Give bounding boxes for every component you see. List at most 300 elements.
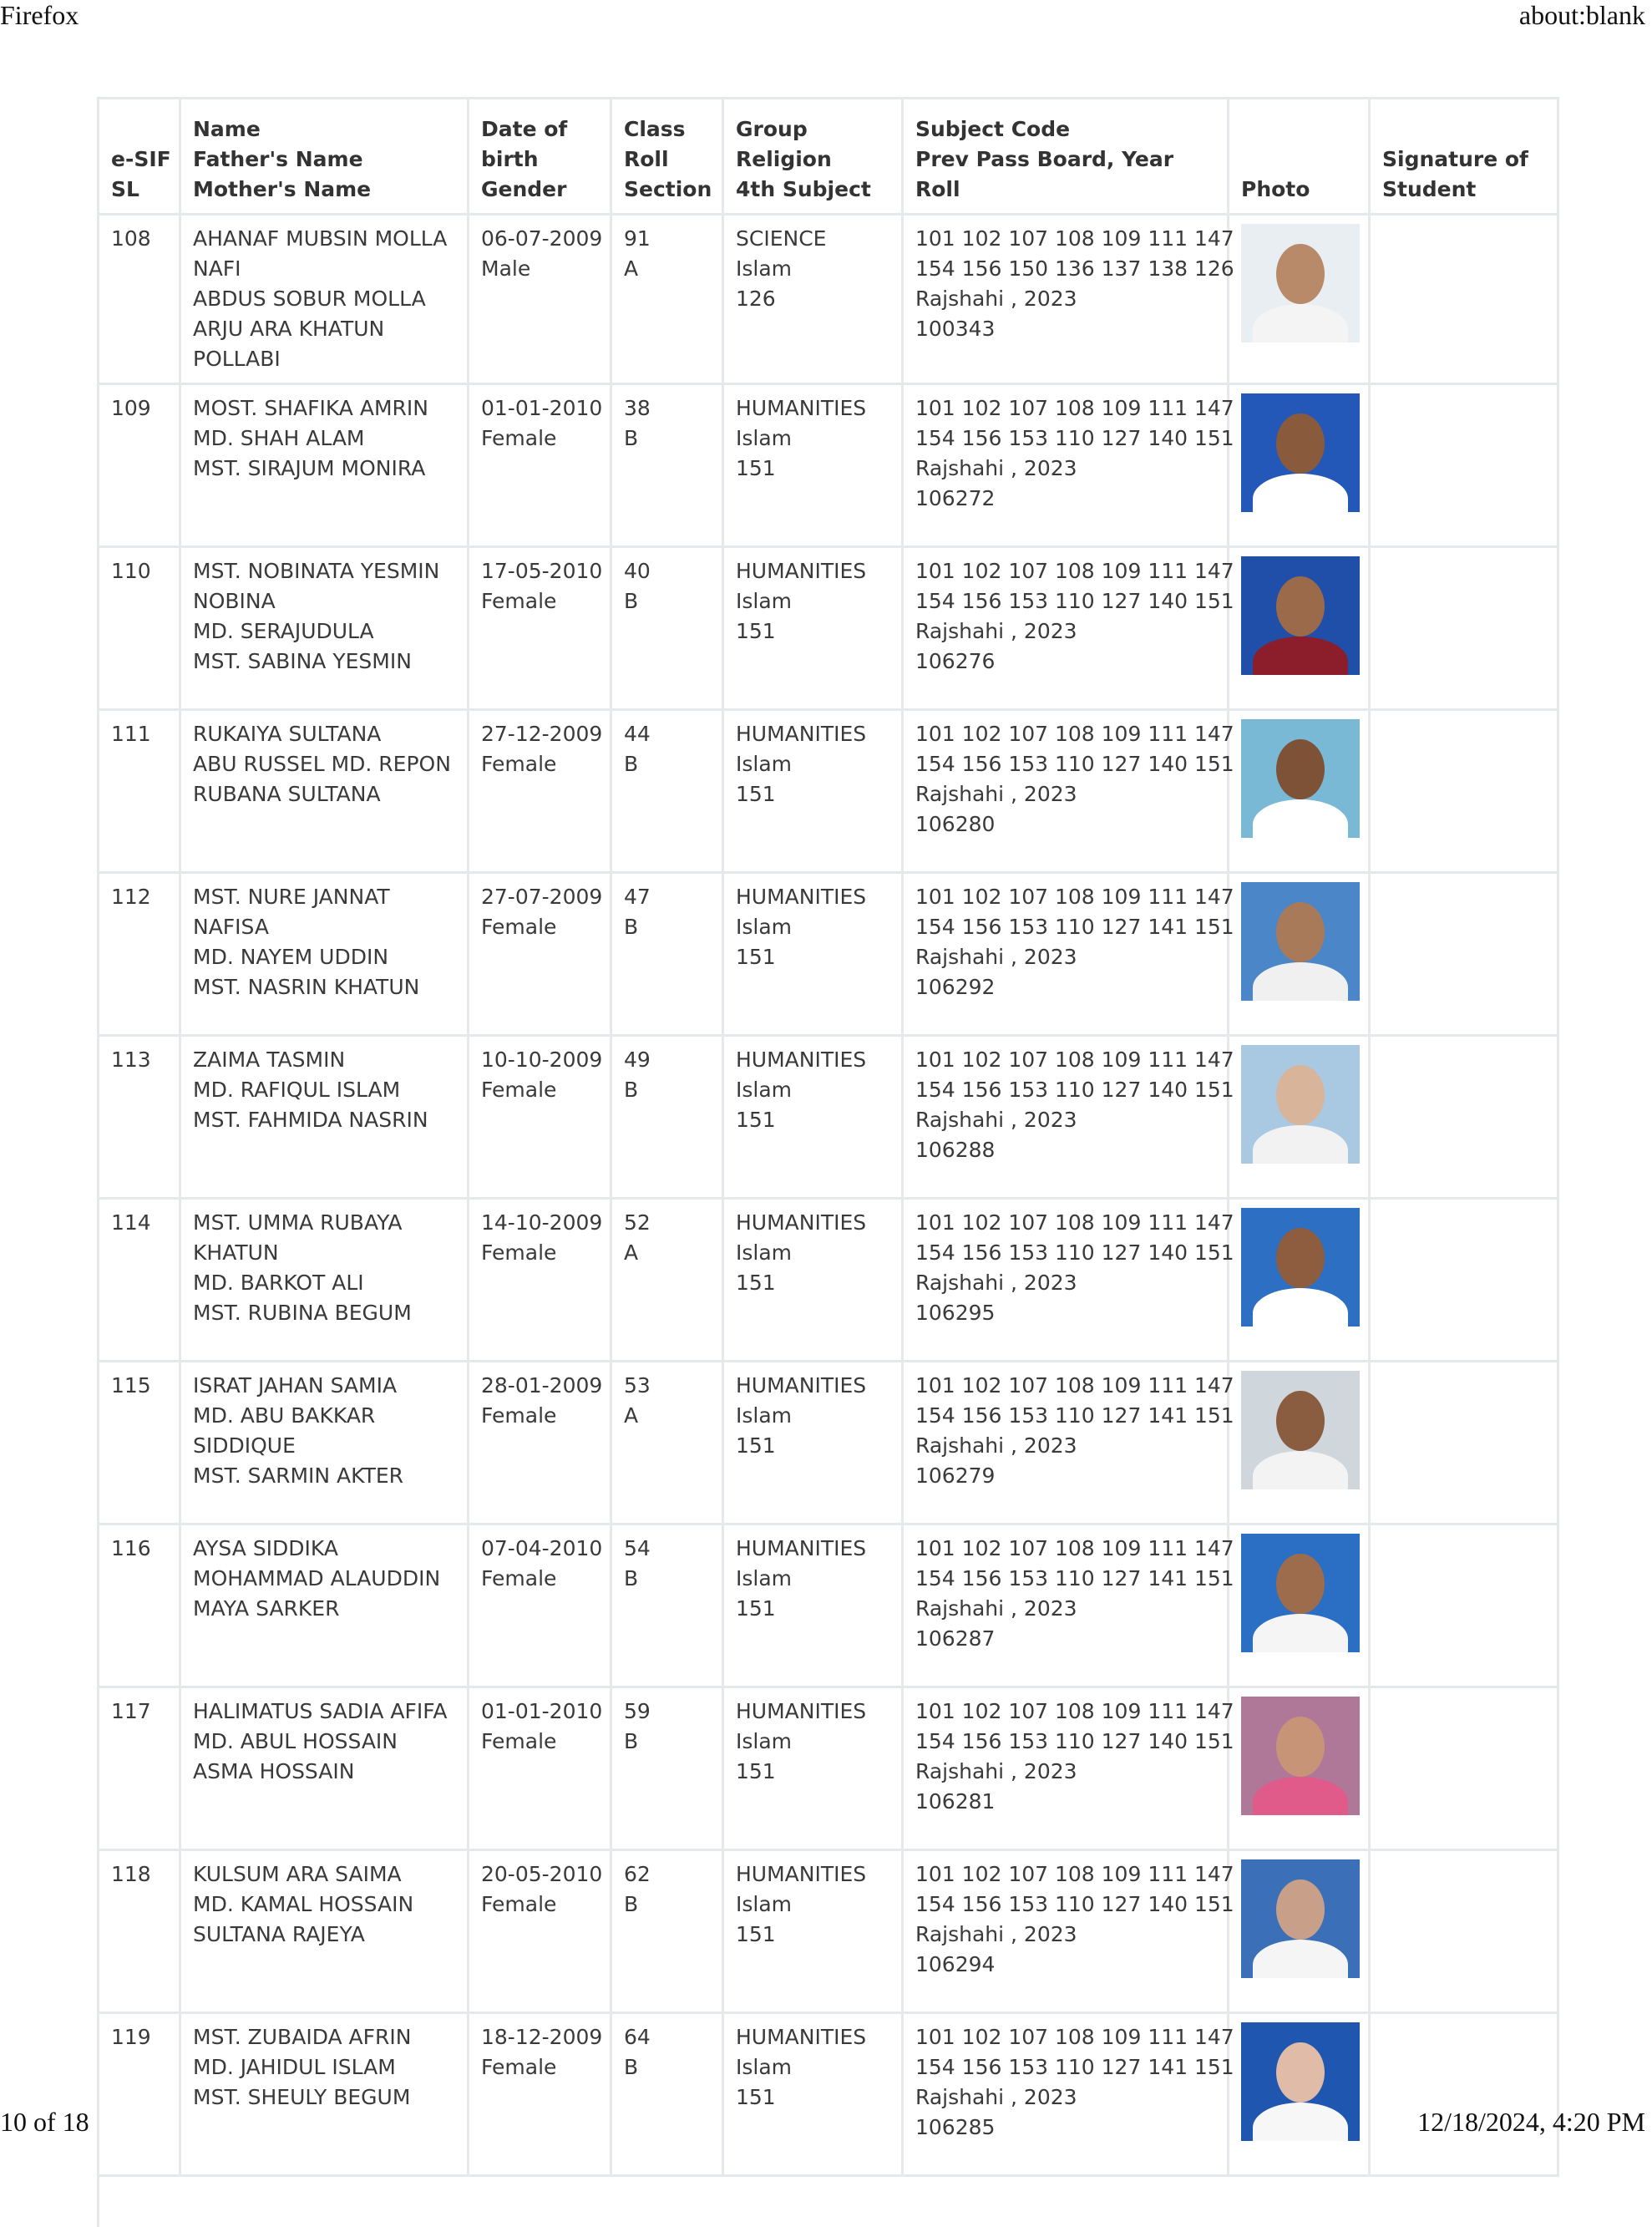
religion: Islam (736, 1564, 889, 1594)
section: B (624, 1075, 710, 1105)
religion: Islam (736, 1238, 889, 1268)
cell-photo (1229, 384, 1370, 547)
cell-names (180, 710, 469, 873)
cell-subject (903, 215, 1229, 384)
cell-names (180, 1199, 469, 1362)
subject-codes-line-1: 101 102 107 108 109 111 147 (915, 1371, 1215, 1401)
photo-face-shape (1276, 1065, 1325, 1125)
photo-body-shape (1253, 304, 1348, 342)
prev-roll: 106292 (915, 972, 1215, 1002)
mother-name: MST. SHEULY BEGUM (193, 2082, 455, 2113)
cell-group (723, 547, 903, 710)
religion: Islam (736, 1075, 889, 1105)
fourth-subject: 151 (736, 779, 889, 809)
cell-signature (1370, 1036, 1558, 1199)
prev-roll: 106280 (915, 809, 1215, 840)
section: A (624, 254, 710, 284)
prev-roll: 106285 (915, 2113, 1215, 2143)
subject-codes-line-2: 154 156 153 110 127 140 151 (915, 1890, 1215, 1920)
photo-face-shape (1276, 413, 1325, 474)
photo-body-shape (1253, 962, 1348, 1001)
cell-signature (1370, 1524, 1558, 1687)
section: B (624, 749, 710, 779)
group: HUMANITIES (736, 1697, 889, 1727)
cell-names (180, 873, 469, 1036)
cell-photo (1229, 1199, 1370, 1362)
browser-app-name: Firefox (0, 0, 79, 31)
cell-signature (1370, 873, 1558, 1036)
date-of-birth: 17-05-2010 (481, 556, 598, 586)
student-name: ZAIMA TASMIN (193, 1045, 455, 1075)
photo-face-shape (1276, 1880, 1325, 1940)
date-of-birth: 10-10-2009 (481, 1045, 598, 1075)
cell-sl (99, 873, 180, 1036)
mother-name: MST. SABINA YESMIN (193, 647, 455, 677)
cell-subject (903, 710, 1229, 873)
prev-board-year: Rajshahi , 2023 (915, 616, 1215, 647)
cell-group (723, 1362, 903, 1524)
subject-codes-line-2: 154 156 153 110 127 140 151 (915, 749, 1215, 779)
class-roll: 62 (624, 1859, 710, 1890)
gender: Female (481, 1238, 598, 1268)
cell-photo (1229, 2013, 1370, 2176)
student-name: AHANAF MUBSIN MOLLA NAFI (193, 224, 455, 284)
subject-codes-line-1: 101 102 107 108 109 111 147 (915, 556, 1215, 586)
date-of-birth: 27-12-2009 (481, 719, 598, 749)
date-of-birth: 01-01-2010 (481, 393, 598, 424)
cell-photo (1229, 1036, 1370, 1199)
cell-dob (469, 2013, 611, 2176)
religion: Islam (736, 254, 889, 284)
prev-board-year: Rajshahi , 2023 (915, 1105, 1215, 1135)
fourth-subject: 151 (736, 1431, 889, 1461)
subject-codes-line-2: 154 156 153 110 127 141 151 (915, 2052, 1215, 2082)
cell-class (611, 547, 723, 710)
date-of-birth: 18-12-2009 (481, 2022, 598, 2052)
photo-face-shape (1276, 1391, 1325, 1451)
religion: Islam (736, 424, 889, 454)
cell-group (723, 384, 903, 547)
cell-subject (903, 873, 1229, 1036)
cell-sl (99, 215, 180, 384)
religion: Islam (736, 912, 889, 942)
religion: Islam (736, 749, 889, 779)
gender: Female (481, 1564, 598, 1594)
cell-sl (99, 1362, 180, 1524)
date-of-birth: 01-01-2010 (481, 1697, 598, 1727)
prev-board-year: Rajshahi , 2023 (915, 1920, 1215, 1950)
cell-dob (469, 1362, 611, 1524)
date-of-birth: 14-10-2009 (481, 1208, 598, 1238)
subject-codes-line-1: 101 102 107 108 109 111 147 (915, 224, 1215, 254)
subject-codes-line-2: 154 156 153 110 127 140 151 (915, 1075, 1215, 1105)
cell-signature (1370, 215, 1558, 384)
cell-dob (469, 710, 611, 873)
esif-sl: 112 (111, 882, 167, 912)
class-roll: 64 (624, 2022, 710, 2052)
student-photo (1241, 719, 1360, 838)
cell-names (180, 384, 469, 547)
table-row (99, 1199, 1558, 1362)
gender: Female (481, 912, 598, 942)
esif-sl: 117 (111, 1697, 167, 1727)
photo-face-shape (1276, 2042, 1325, 2103)
cell-subject (903, 2013, 1229, 2176)
prev-roll: 100343 (915, 314, 1215, 344)
fourth-subject: 151 (736, 1105, 889, 1135)
cell-signature (1370, 1687, 1558, 1850)
section: B (624, 2052, 710, 2082)
cell-names (180, 1850, 469, 2013)
section: A (624, 1401, 710, 1431)
subject-codes-line-1: 101 102 107 108 109 111 147 (915, 1045, 1215, 1075)
student-photo (1241, 1859, 1360, 1978)
cell-group (723, 1687, 903, 1850)
cell-photo (1229, 1687, 1370, 1850)
father-name: MD. BARKOT ALI (193, 1268, 455, 1298)
cell-names (180, 547, 469, 710)
father-name: MD. ABUL HOSSAIN (193, 1727, 455, 1757)
father-name: MD. KAMAL HOSSAIN (193, 1890, 455, 1920)
subject-codes-line-2: 154 156 153 110 127 140 151 (915, 424, 1215, 454)
student-name: MST. NURE JANNAT NAFISA (193, 882, 455, 942)
cell-class (611, 1850, 723, 2013)
father-name: MD. SERAJUDULA (193, 616, 455, 647)
cell-sl (99, 1036, 180, 1199)
student-name: MST. ZUBAIDA AFRIN (193, 2022, 455, 2052)
cell-dob (469, 215, 611, 384)
date-of-birth: 27-07-2009 (481, 882, 598, 912)
esif-sl: 113 (111, 1045, 167, 1075)
prev-board-year: Rajshahi , 2023 (915, 284, 1215, 314)
cell-signature (1370, 547, 1558, 710)
mother-name: ASMA HOSSAIN (193, 1757, 455, 1787)
esif-sl: 110 (111, 556, 167, 586)
subject-codes-line-1: 101 102 107 108 109 111 147 (915, 1859, 1215, 1890)
mother-name: RUBANA SULTANA (193, 779, 455, 809)
father-name: ABDUS SOBUR MOLLA (193, 284, 455, 314)
cell-photo (1229, 1524, 1370, 1687)
class-roll: 54 (624, 1534, 710, 1564)
prev-board-year: Rajshahi , 2023 (915, 1431, 1215, 1461)
prev-board-year: Rajshahi , 2023 (915, 942, 1215, 972)
prev-board-year: Rajshahi , 2023 (915, 779, 1215, 809)
group: HUMANITIES (736, 1208, 889, 1238)
photo-body-shape (1253, 1451, 1348, 1489)
photo-face-shape (1276, 576, 1325, 637)
subject-codes-line-2: 154 156 153 110 127 140 151 (915, 1727, 1215, 1757)
cell-subject (903, 384, 1229, 547)
religion: Islam (736, 1401, 889, 1431)
subject-codes-line-2: 154 156 153 110 127 141 151 (915, 1401, 1215, 1431)
student-photo (1241, 556, 1360, 675)
table-row (99, 1524, 1558, 1687)
student-photo (1241, 393, 1360, 512)
student-photo (1241, 1208, 1360, 1327)
photo-body-shape (1253, 1940, 1348, 1978)
father-name: MD. NAYEM UDDIN (193, 942, 455, 972)
date-of-birth: 20-05-2010 (481, 1859, 598, 1890)
cell-subject (903, 1362, 1229, 1524)
cell-dob (469, 1850, 611, 2013)
fourth-subject: 151 (736, 2082, 889, 2113)
section: B (624, 424, 710, 454)
cell-group (723, 873, 903, 1036)
cell-subject (903, 547, 1229, 710)
father-name: MD. ABU BAKKAR SIDDIQUE (193, 1401, 455, 1461)
print-datetime: 12/18/2024, 4:20 PM (1417, 2107, 1645, 2138)
father-name: MD. RAFIQUL ISLAM (193, 1075, 455, 1105)
cell-class (611, 384, 723, 547)
prev-board-year: Rajshahi , 2023 (915, 1757, 1215, 1787)
photo-body-shape (1253, 1614, 1348, 1652)
mother-name: MST. SIRAJUM MONIRA (193, 454, 455, 484)
group: HUMANITIES (736, 1859, 889, 1890)
cell-photo (1229, 1850, 1370, 2013)
student-name: KULSUM ARA SAIMA (193, 1859, 455, 1890)
gender: Female (481, 749, 598, 779)
student-photo (1241, 1371, 1360, 1489)
cell-group (723, 2013, 903, 2176)
gender: Male (481, 254, 598, 284)
student-photo (1241, 882, 1360, 1001)
student-name: ISRAT JAHAN SAMIA (193, 1371, 455, 1401)
group: HUMANITIES (736, 2022, 889, 2052)
student-name: MOST. SHAFIKA AMRIN (193, 393, 455, 424)
cell-names (180, 1687, 469, 1850)
table-row (99, 2013, 1558, 2176)
cell-dob (469, 384, 611, 547)
header-class: Class Roll Section (611, 99, 723, 215)
photo-body-shape (1253, 1125, 1348, 1164)
tail-cell (180, 2176, 1558, 2227)
student-name: MST. UMMA RUBAYA KHATUN (193, 1208, 455, 1268)
section: B (624, 586, 710, 616)
header-subject: Subject Code Prev Pass Board, Year Roll (903, 99, 1229, 215)
header-sl: e-SIF SL (99, 99, 180, 215)
cell-signature (1370, 1362, 1558, 1524)
mother-name: MAYA SARKER (193, 1594, 455, 1624)
class-roll: 40 (624, 556, 710, 586)
photo-body-shape (1253, 637, 1348, 675)
father-name: MOHAMMAD ALAUDDIN (193, 1564, 455, 1594)
cell-dob (469, 547, 611, 710)
photo-face-shape (1276, 1554, 1325, 1614)
cell-class (611, 873, 723, 1036)
gender: Female (481, 1890, 598, 1920)
cell-group (723, 1036, 903, 1199)
esif-sl: 119 (111, 2022, 167, 2052)
cell-photo (1229, 215, 1370, 384)
student-name: MST. NOBINATA YESMIN NOBINA (193, 556, 455, 616)
student-list-table (97, 97, 1559, 2227)
student-name: HALIMATUS SADIA AFIFA (193, 1697, 455, 1727)
prev-board-year: Rajshahi , 2023 (915, 2082, 1215, 2113)
student-name: AYSA SIDDIKA (193, 1534, 455, 1564)
subject-codes-line-1: 101 102 107 108 109 111 147 (915, 1208, 1215, 1238)
prev-roll: 106295 (915, 1298, 1215, 1328)
cell-signature (1370, 1850, 1558, 2013)
photo-body-shape (1253, 1288, 1348, 1327)
class-roll: 44 (624, 719, 710, 749)
prev-roll: 106281 (915, 1787, 1215, 1817)
fourth-subject: 151 (736, 1268, 889, 1298)
cell-class (611, 215, 723, 384)
prev-board-year: Rajshahi , 2023 (915, 454, 1215, 484)
cell-subject (903, 1524, 1229, 1687)
section: B (624, 1564, 710, 1594)
cell-names (180, 215, 469, 384)
section: B (624, 912, 710, 942)
prev-roll: 106288 (915, 1135, 1215, 1165)
group: SCIENCE (736, 224, 889, 254)
mother-name: ARJU ARA KHATUN POLLABI (193, 314, 455, 374)
page-number: 10 of 18 (0, 2107, 89, 2138)
section: B (624, 1727, 710, 1757)
student-photo (1241, 224, 1360, 342)
esif-sl: 108 (111, 224, 167, 254)
cell-dob (469, 1687, 611, 1850)
date-of-birth: 28-01-2009 (481, 1371, 598, 1401)
group: HUMANITIES (736, 1045, 889, 1075)
prev-roll: 106294 (915, 1950, 1215, 1980)
mother-name: SULTANA RAJEYA (193, 1920, 455, 1950)
subject-codes-line-1: 101 102 107 108 109 111 147 (915, 1534, 1215, 1564)
table-row (99, 1362, 1558, 1524)
table-header-row (99, 99, 1558, 215)
cell-names (180, 1036, 469, 1199)
cell-photo (1229, 710, 1370, 873)
cell-dob (469, 1036, 611, 1199)
class-roll: 53 (624, 1371, 710, 1401)
date-of-birth: 06-07-2009 (481, 224, 598, 254)
photo-face-shape (1276, 1228, 1325, 1288)
cell-class (611, 2013, 723, 2176)
fourth-subject: 151 (736, 1594, 889, 1624)
browser-url: about:blank (1519, 0, 1645, 31)
table-row (99, 1036, 1558, 1199)
cell-class (611, 1036, 723, 1199)
cell-group (723, 710, 903, 873)
cell-sl (99, 1524, 180, 1687)
mother-name: MST. RUBINA BEGUM (193, 1298, 455, 1328)
cell-signature (1370, 710, 1558, 873)
cell-subject (903, 1687, 1229, 1850)
table-row (99, 873, 1558, 1036)
cell-sl (99, 1850, 180, 2013)
table-row (99, 215, 1558, 384)
cell-sl (99, 2013, 180, 2176)
table-row (99, 547, 1558, 710)
cell-sl (99, 1199, 180, 1362)
cell-group (723, 1199, 903, 1362)
header-signature: Signature of Student (1370, 99, 1558, 215)
religion: Islam (736, 1890, 889, 1920)
student-photo (1241, 1534, 1360, 1652)
table-body (99, 215, 1558, 2176)
cell-sl (99, 547, 180, 710)
fourth-subject: 126 (736, 284, 889, 314)
cell-class (611, 1362, 723, 1524)
prev-roll: 106279 (915, 1461, 1215, 1491)
class-roll: 52 (624, 1208, 710, 1238)
religion: Islam (736, 2052, 889, 2082)
gender: Female (481, 1727, 598, 1757)
cell-sl (99, 384, 180, 547)
prev-roll: 106276 (915, 647, 1215, 677)
subject-codes-line-2: 154 156 153 110 127 140 151 (915, 586, 1215, 616)
subject-codes-line-1: 101 102 107 108 109 111 147 (915, 719, 1215, 749)
mother-name: MST. NASRIN KHATUN (193, 972, 455, 1002)
mother-name: MST. FAHMIDA NASRIN (193, 1105, 455, 1135)
father-name: MD. JAHIDUL ISLAM (193, 2052, 455, 2082)
cell-group (723, 215, 903, 384)
esif-sl: 116 (111, 1534, 167, 1564)
fourth-subject: 151 (736, 616, 889, 647)
date-of-birth: 07-04-2010 (481, 1534, 598, 1564)
subject-codes-line-1: 101 102 107 108 109 111 147 (915, 1697, 1215, 1727)
table-row (99, 1687, 1558, 1850)
prev-board-year: Rajshahi , 2023 (915, 1594, 1215, 1624)
cell-class (611, 710, 723, 873)
gender: Female (481, 2052, 598, 2082)
photo-face-shape (1276, 1717, 1325, 1777)
prev-roll: 106272 (915, 484, 1215, 514)
fourth-subject: 151 (736, 1757, 889, 1787)
gender: Female (481, 586, 598, 616)
cell-class (611, 1199, 723, 1362)
subject-codes-line-2: 154 156 153 110 127 140 151 (915, 1238, 1215, 1268)
student-list-table-container (97, 97, 1557, 2227)
subject-codes-line-1: 101 102 107 108 109 111 147 (915, 882, 1215, 912)
group: HUMANITIES (736, 556, 889, 586)
cell-signature (1370, 1199, 1558, 1362)
esif-sl: 118 (111, 1859, 167, 1890)
cell-signature (1370, 2013, 1558, 2176)
table-row (99, 710, 1558, 873)
section: B (624, 1890, 710, 1920)
father-name: MD. SHAH ALAM (193, 424, 455, 454)
class-roll: 59 (624, 1697, 710, 1727)
gender: Female (481, 424, 598, 454)
fourth-subject: 151 (736, 454, 889, 484)
subject-codes-line-2: 154 156 153 110 127 141 151 (915, 1564, 1215, 1594)
cell-dob (469, 1199, 611, 1362)
gender: Female (481, 1401, 598, 1431)
esif-sl: 115 (111, 1371, 167, 1401)
class-roll: 38 (624, 393, 710, 424)
fourth-subject: 151 (736, 1920, 889, 1950)
fourth-subject: 151 (736, 942, 889, 972)
mother-name: MST. SARMIN AKTER (193, 1461, 455, 1491)
photo-body-shape (1253, 1777, 1348, 1815)
header-name: Name Father's Name Mother's Name (180, 99, 469, 215)
cell-names (180, 1362, 469, 1524)
photo-face-shape (1276, 739, 1325, 799)
class-roll: 49 (624, 1045, 710, 1075)
father-name: ABU RUSSEL MD. REPON (193, 749, 455, 779)
photo-body-shape (1253, 799, 1348, 838)
cell-sl (99, 710, 180, 873)
cell-photo (1229, 873, 1370, 1036)
cell-photo (1229, 1362, 1370, 1524)
cell-sl (99, 1687, 180, 1850)
cell-photo (1229, 547, 1370, 710)
subject-codes-line-2: 154 156 150 136 137 138 126 (915, 254, 1215, 284)
cell-group (723, 1850, 903, 2013)
student-name: RUKAIYA SULTANA (193, 719, 455, 749)
prev-roll: 106287 (915, 1624, 1215, 1654)
